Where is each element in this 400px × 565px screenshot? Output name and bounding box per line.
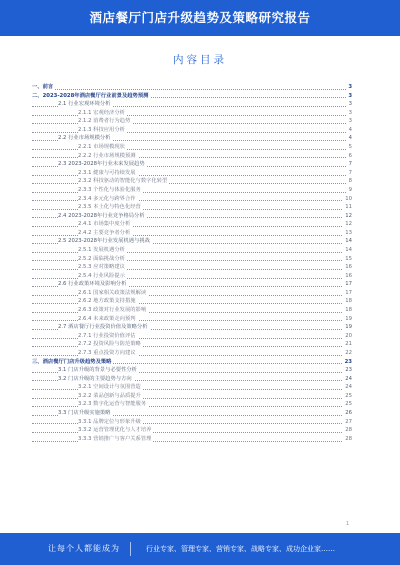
toc-entry-page: 3 [348,109,352,116]
toc-entry[interactable] [32,203,352,212]
toc-leader-dots [32,89,352,90]
toc-entry-label: 2.4 2023-2028年行业竞争格局分析 [58,212,145,219]
toc-entry-label: 2.3.1 健康与可持续发展 [78,169,136,176]
toc-entry[interactable] [32,195,352,204]
toc-entry-page: 14 [345,246,352,253]
toc-entry[interactable] [32,152,352,161]
toc-entry-page: 28 [345,427,352,434]
toc-entry[interactable] [32,246,352,255]
toc-entry-page: 23 [344,358,352,365]
toc-entry[interactable] [32,375,352,384]
toc-entry-label: 二、2023-2028年酒店餐厅行业前景及趋势预测 [32,92,149,99]
toc-entry-page: 3 [348,92,352,99]
toc-entry-label: 2.5.2 面临挑战分析 [78,255,125,262]
toc-entry[interactable] [32,323,352,332]
footer-tagline: 行业专家、管理专家、营销专家、战略专家、成功企业家…… [146,545,335,553]
toc-entry-page: 4 [348,135,352,142]
toc-entry-page: 8 [348,178,352,185]
toc-entry[interactable] [32,400,352,409]
toc-entry-label: 3.2.2 菜品创新与品质提升 [78,392,141,399]
toc-entry-label: 3.2.1 空间设计与氛围营造 [78,384,141,391]
toc-entry[interactable] [32,358,352,367]
toc-entry[interactable] [32,177,352,186]
toc-entry-label: 2.5 2023-2028年行业发展机遇与挑战 [58,238,150,245]
toc-entry-label: 2.2 行业市场规模分析 [58,135,111,142]
report-header [0,0,400,36]
toc-entry-page: 3 [348,84,352,90]
toc-entry-page: 9 [348,186,352,193]
toc-entry-page: 14 [345,238,352,245]
toc-entry-label: 2.6.1 国家相关政策法规解读 [78,289,147,296]
toc-entry-label: 2.6.2 地方政策支持措施 [78,298,136,305]
toc-entry-label: 2.3.4 多元化与跨界合作 [78,195,136,202]
toc-entry[interactable] [32,315,352,324]
toc-entry[interactable] [32,220,352,229]
toc-entry-label: 2.6.4 未来政策走向预判 [78,315,136,322]
toc-entry[interactable] [32,332,352,341]
toc-entry-label: 2.3 2023-2028年行业未来发展趋势 [58,161,145,168]
toc-entry-label: 2.1.2 消费者行为趋势 [78,118,131,125]
toc-entry[interactable] [32,117,352,126]
toc-heading: 内容目录 [173,54,227,66]
toc-entry[interactable] [32,340,352,349]
toc-entry-label: 2.1.3 科技应用分析 [78,126,125,133]
toc-entry-page: 15 [345,255,352,262]
toc-entry[interactable] [32,109,352,118]
footer-slogan: 让每个人都能成为 [48,544,120,553]
toc-entry[interactable] [32,212,352,221]
toc-entry[interactable] [32,83,352,92]
toc-entry[interactable] [32,306,352,315]
table-of-contents [32,83,352,519]
toc-entry-page: 18 [345,307,352,314]
toc-entry-label: 3.2.3 数字化运营与智能服务 [78,401,147,408]
toc-entry-page: 11 [345,204,352,211]
toc-entry-label: 3.3.2 运营管理优化与人才培养 [78,427,152,434]
toc-entry-page: 7 [348,161,352,168]
toc-entry-page: 16 [345,272,352,279]
toc-entry-label: 2.3.2 科技驱动的智能化与数字化转型 [78,178,168,185]
toc-entry-label: 3.3.3 营销推广与客户关系管理 [78,435,152,442]
toc-entry[interactable] [32,100,352,109]
toc-entry-label: 3.2 门店升级的主要趋势与方向 [58,375,132,382]
toc-entry-page: 20 [345,332,352,339]
toc-entry[interactable] [32,366,352,375]
toc-entry-page: 18 [345,298,352,305]
toc-entry-label: 2.6.3 政策对行业发展的影响 [78,307,147,314]
toc-entry-label: 2.3.5 本土化与特色化经营 [78,204,141,211]
footer-divider [130,542,131,556]
toc-entry-label: 三、酒店餐厅门店升级趋势及策略 [32,358,112,365]
toc-entry[interactable] [32,92,352,101]
toc-entry[interactable] [32,289,352,298]
toc-entry-page: 28 [345,435,352,442]
toc-entry[interactable] [32,169,352,178]
toc-entry-label: 2.7.1 行业投资价值评估 [78,332,136,339]
toc-entry-page: 21 [345,341,352,348]
toc-entry[interactable] [32,143,352,152]
toc-entry-page: 10 [345,195,352,202]
toc-entry-label: 3.3 门店升级实施策略 [58,409,111,416]
toc-entry-page: 7 [348,169,352,176]
toc-entry-label: 2.2.2 行业市场规模预测 [78,152,136,159]
toc-entry-label: 2.2.1 市场规模现状 [78,144,125,151]
toc-entry-page: 12 [345,212,352,219]
toc-entry-label: 2.7.3 重点投资方向建议 [78,349,136,356]
toc-entry[interactable] [32,409,352,418]
toc-entry-page: 22 [345,349,352,356]
toc-entry[interactable] [32,418,352,427]
toc-entry-page: 25 [345,401,352,408]
toc-entry-page: 5 [348,144,352,151]
toc-entry-label: 2.5.4 行业风险提示 [78,272,125,279]
toc-entry[interactable] [32,229,352,238]
toc-entry-page: 6 [348,152,352,159]
toc-entry-label: 2.5.1 发展机遇分析 [78,246,125,253]
toc-entry-page: 17 [345,281,352,288]
toc-entry[interactable] [32,280,352,289]
toc-entry[interactable] [32,383,352,392]
toc-entry-page: 26 [345,409,352,416]
toc-entry-label: 2.4.2 主要竞争者分析 [78,229,131,236]
toc-entry[interactable] [32,160,352,169]
toc-entry-label: 2.4.1 市场集中度分析 [78,221,131,228]
toc-entry-page: 13 [345,229,352,236]
toc-entry-label: 一、前言 [32,84,54,90]
toc-entry-page: 19 [345,324,352,331]
toc-entry-page: 24 [345,384,352,391]
toc-entry[interactable] [32,426,352,435]
toc-entry-page: 3 [348,118,352,125]
toc-entry-label: 2.7 酒店餐厅行业投资价值及策略分析 [58,324,148,331]
toc-entry[interactable] [32,255,352,264]
toc-entry-label: 2.6 行业政策环境及影响分析 [58,281,127,288]
toc-entry[interactable] [32,435,352,444]
toc-entry[interactable] [32,349,352,358]
toc-entry[interactable] [32,297,352,306]
toc-entry-label: 2.1 行业宏观环境分析 [58,101,111,108]
toc-entry[interactable] [32,392,352,401]
toc-entry-label: 2.3.3 个性化与体验化服务 [78,186,141,193]
toc-entry-page: 3 [348,101,352,108]
page-number: 1 [346,521,350,527]
toc-entry-label: 2.7.2 投资风险与防范策略 [78,341,141,348]
report-footer [0,533,400,565]
toc-entry-label: 3.3.1 品牌定位与形象升级 [78,418,141,425]
toc-entry-page: 24 [345,375,352,382]
toc-entry[interactable] [32,237,352,246]
toc-entry-label: 2.1.1 宏观经济分析 [78,109,125,116]
toc-entry-page: 25 [345,392,352,399]
toc-entry-page: 17 [345,289,352,296]
toc-entry-page: 4 [348,126,352,133]
toc-entry[interactable] [32,134,352,143]
toc-entry-page: 16 [345,264,352,271]
toc-entry[interactable] [32,186,352,195]
toc-entry-label: 3.1 门店升级的背景与必要性分析 [58,367,137,374]
toc-entry-page: 27 [345,418,352,425]
toc-entry[interactable] [32,263,352,272]
toc-entry-label: 2.5.3 应对策略建议 [78,264,125,271]
toc-entry-page: 19 [345,315,352,322]
toc-entry[interactable] [32,126,352,135]
toc-entry-page: 12 [345,221,352,228]
report-title: 酒店餐厅门店升级趋势及策略研究报告 [89,10,311,25]
toc-entry-page: 23 [345,367,352,374]
toc-entry[interactable] [32,272,352,281]
